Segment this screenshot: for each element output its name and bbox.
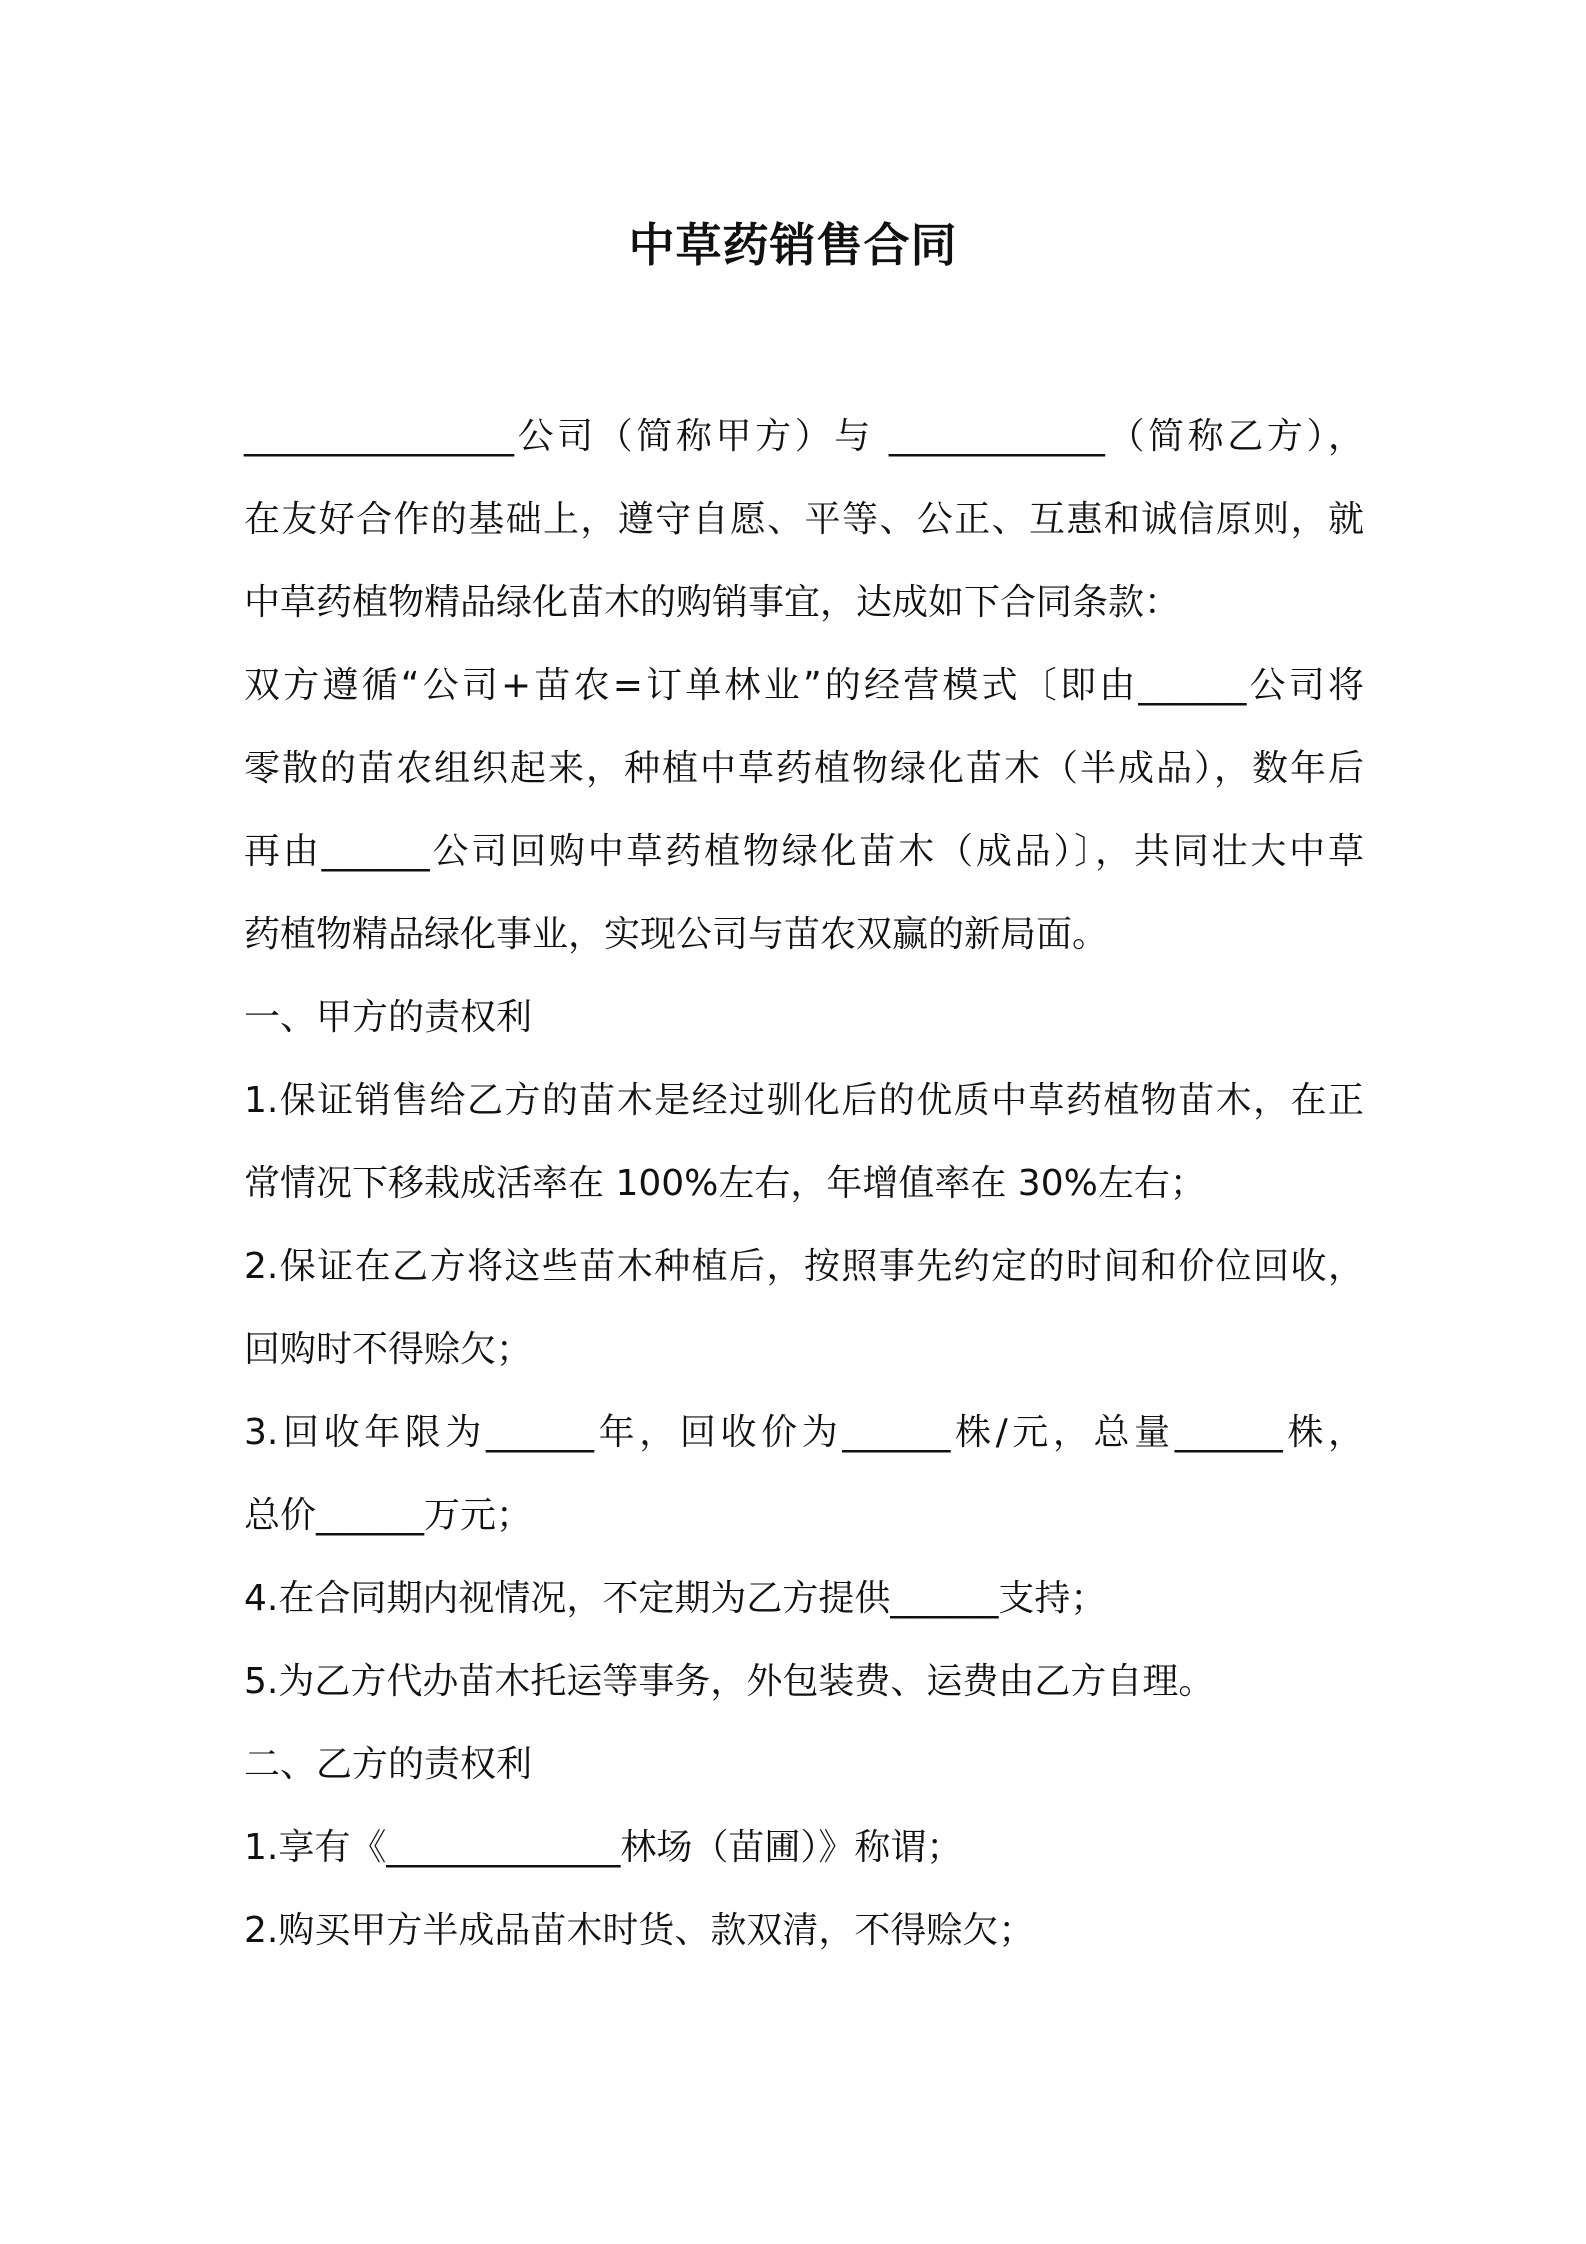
clause-line: 4.在合同期内视情况，不定期为乙方提供______支持； (244, 1578, 1107, 1619)
paragraph-line: 药植物精品绿化事业，实现公司与苗农双赢的新局面。 (244, 914, 1109, 955)
section-heading: 二、乙方的责权利 (244, 1744, 533, 1785)
paragraph-line: 再由______公司回购中草药植物绿化苗木（成品）〕，共同壮大中草 (244, 831, 1364, 872)
clause-line: 1.享有《_____________林场（苗圃）》称谓； (244, 1827, 963, 1868)
clause-line: 5.为乙方代办苗木托运等事务，外包装费、运费由乙方自理。 (244, 1661, 1215, 1702)
clause-line: 3.回收年限为______年，回收价为______株/元，总量______株， (244, 1412, 1364, 1453)
section-heading: 一、甲方的责权利 (244, 997, 533, 1038)
paragraph-line: 双方遵循“公司+苗农=订单林业”的经营模式〔即由______公司将 (244, 665, 1364, 706)
paragraph-line: 在友好合作的基础上，遵守自愿、平等、公正、互惠和诚信原则，就 (244, 499, 1364, 540)
clause-line: 1.保证销售给乙方的苗木是经过驯化后的优质中草药植物苗木，在正 (244, 1080, 1364, 1121)
clause-line: 2.购买甲方半成品苗木时货、款双清，不得赊欠； (244, 1910, 1035, 1951)
clause-line: 常情况下移栽成活率在 100%左右，年增值率在 30%左右； (244, 1163, 1206, 1204)
clause-line: 回购时不得赊欠； (244, 1329, 533, 1370)
paragraph-line: 中草药植物精品绿化苗木的购销事宜，达成如下合同条款： (244, 582, 1181, 623)
clause-line: 2.保证在乙方将这些苗木种植后，按照事先约定的时间和价位回收， (244, 1246, 1364, 1287)
paragraph-line: _______________公司（简称甲方）与 ____________（简称乙方）， (244, 416, 1364, 457)
paragraph-line: 零散的苗农组织起来，种植中草药植物绿化苗木（半成品），数年后 (244, 748, 1364, 789)
clause-line: 总价______万元； (244, 1495, 533, 1536)
document-title: 中草药销售合同 (628, 218, 958, 272)
